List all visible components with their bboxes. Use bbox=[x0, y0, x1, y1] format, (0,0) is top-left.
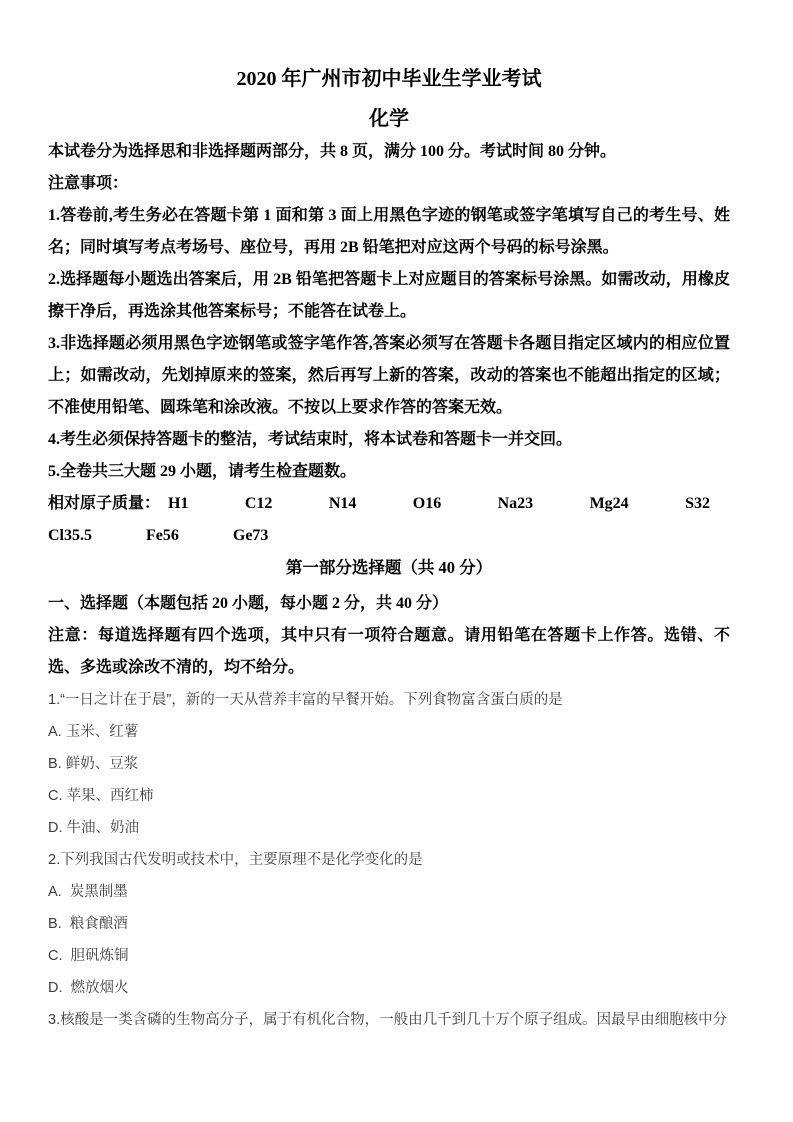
atomic-mass-value: O16 bbox=[412, 495, 442, 512]
note-item-2: 2.选择题每小题选出答案后，用 2B 铅笔把答题卡上对应题目的答案标号涂黑。如需改动，用橡皮擦干净后，再选涂其他答案标号；不能答在试卷上。 bbox=[48, 271, 730, 320]
question-2-option-d: D. 燃放烟火 bbox=[48, 980, 129, 996]
atomic-mass-label: 相对原子质量： bbox=[48, 495, 161, 512]
question-1-option-b: B. 鲜奶、豆浆 bbox=[48, 756, 139, 772]
atomic-mass-value: Ge73 bbox=[232, 527, 269, 544]
section-one-instructions bbox=[48, 588, 730, 684]
question-1-stem: 1.“一日之计在于晨”，新的一天从营养丰富的早餐开始。下列食物富含蛋白质的是 bbox=[48, 692, 563, 708]
question-list bbox=[48, 684, 730, 1036]
question-1-option-a: A. 玉米、红薯 bbox=[48, 724, 139, 740]
exam-title: 2020 年广州市初中毕业生学业考试 bbox=[236, 68, 542, 90]
note-item-3: 3.非选择题必须用黑色字迹钢笔或签字笔作答,答案必须写在答题卡各题目指定区域内的相应位置上；如需改动，先划掉原来的签案，然后再写上新的答案，改动的答案也不能超出指定的区域；不准使用铅笔、圆珠笔和涂改液。不按以上要求作答的答案无效。 bbox=[48, 335, 730, 416]
atomic-mass-value: Fe56 bbox=[146, 527, 179, 544]
question-2-stem: 2.下列我国古代发明或技术中，主要原理不是化学变化的是 bbox=[48, 852, 423, 868]
note-item-1: 1.答卷前,考生务必在答题卡第 1 面和第 3 面上用黑色字迹的钢笔或签字笔填写自己的考生号、姓名；同时填写考点考场号、座位号，再用 2B 铅笔把对应这两个号码的标号涂黑。 bbox=[48, 207, 730, 256]
question-2-option-c: C. 胆矾炼铜 bbox=[48, 948, 129, 964]
note-item-4: 4.考生必须保持答题卡的整洁，考试结束时，将本试卷和答题卡一并交回。 bbox=[48, 431, 573, 448]
question-3-stem: 3.核酸是一类含磷的生物高分子，属于有机化合物，一般由几千到几十万个原子组成。因最早由细胞核中分 bbox=[48, 1012, 728, 1028]
exam-subject: 化学 bbox=[369, 108, 409, 130]
exam-intro: 本试卷分为选择思和非选择题两部分，共 8 页，满分 100 分。考试时间 80 分钟。 bbox=[48, 143, 617, 160]
atomic-mass-value: N14 bbox=[328, 495, 357, 512]
question-1-option-d: D. 牛油、奶油 bbox=[48, 820, 140, 836]
atomic-mass-row-2 bbox=[48, 520, 730, 552]
atomic-mass-label-group bbox=[48, 488, 188, 520]
section-one-subheading: 一、选择题（本题包括 20 小题，每小题 2 分，共 40 分） bbox=[48, 595, 449, 612]
atomic-mass-value: C12 bbox=[244, 495, 273, 512]
note-item-5: 5.全卷共三大题 29 小题，请考生检查题数。 bbox=[48, 463, 357, 480]
question-1-option-c: C. 苹果、西红柿 bbox=[48, 788, 154, 804]
atomic-mass-value: Cl35.5 bbox=[48, 527, 92, 544]
atomic-mass-value: Mg24 bbox=[589, 495, 629, 512]
section-one-heading: 第一部分选择题（共 40 分） bbox=[285, 558, 493, 577]
exam-instructions bbox=[48, 136, 730, 552]
notes-label: 注意事项： bbox=[48, 175, 129, 192]
atomic-mass-value: H1 bbox=[168, 495, 189, 512]
question-2-option-b: B. 粮食酿酒 bbox=[48, 916, 128, 932]
atomic-mass-value: Na23 bbox=[497, 495, 534, 512]
atomic-mass-value: S32 bbox=[685, 495, 710, 512]
section-one-notice: 注意：每道选择题有四个选项，其中只有一项符合题意。请用铅笔在答题卡上作答。选错、不选、多选或涂改不清的，均不给分。 bbox=[48, 627, 730, 676]
question-2-option-a: A. 炭黑制墨 bbox=[48, 884, 128, 900]
atomic-mass-row-1 bbox=[48, 488, 730, 520]
